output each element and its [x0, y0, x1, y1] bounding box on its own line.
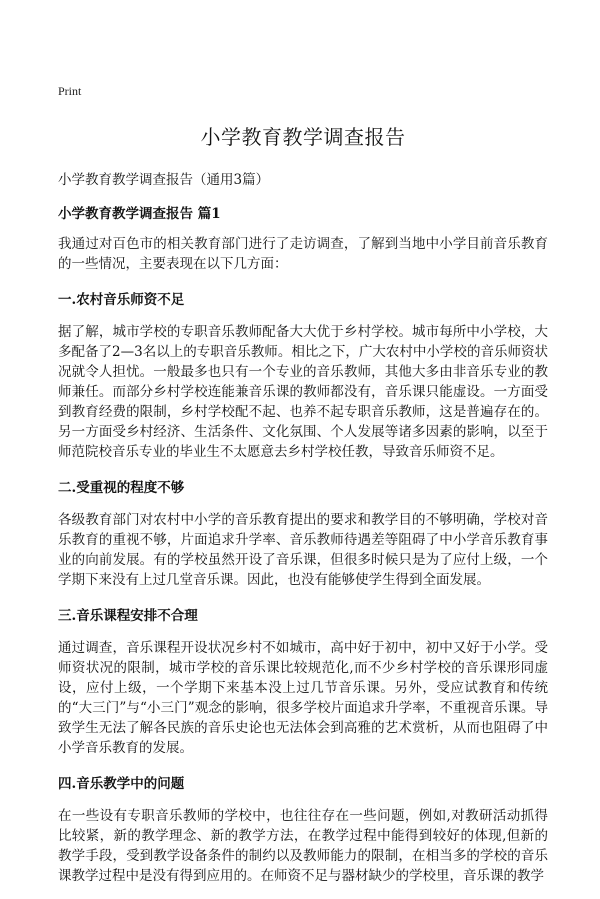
section-3	[58, 604, 548, 758]
section-heading: 三.音乐课程安排不合理	[58, 608, 198, 624]
document-title: 小学教育教学调查报告	[200, 125, 406, 149]
section-1	[58, 288, 548, 462]
section-paragraph: 在一些设有专职音乐教师的学校中，也往往存在一些问题，例如,对教研活动抓得比较紧，新的教学理念、新的教学方法，在教学过程中能得到较好的体现,但新的教学手段，受到教学设备条件的制约以及教师能力的限制，在相当多的学校的音乐课教学过程中是没有得到应用的。在师资不足与器材缺少的学校里，音乐课的教学	[58, 808, 548, 884]
section-paragraph: 通过调查，音乐课程开设状况乡村不如城市，高中好于初中，初中又好于小学。受师资状况的限制，城市学校的音乐课比较规范化,而不少乡村学校的音乐课形同虚设，应付上级，一个学期下来基本没上过几节音乐课。另外，受应试教育和传统的“大三门”与“小三门”观念的影响，很多学校片面追求升学率，不重视音乐课。导致学生无法了解各民族的音乐史论也无法体会到高雅的艺术赏析，从而也阻碍了中小学音乐教育的发展。	[58, 640, 548, 756]
section-heading: 四.音乐教学中的问题	[58, 776, 185, 792]
intro-paragraph: 我通过对百色市的相关教育部门进行了走访调查，了解到当地中小学目前音乐教育的一些情况，主要表现在以下几方面：	[58, 236, 548, 272]
section-title: 小学教育教学调查报告 篇1	[58, 206, 221, 222]
section-paragraph: 各级教育部门对农村中小学的音乐教育提出的要求和教学目的不够明确，学校对音乐教育的重视不够，片面追求升学率、音乐教师待遇差等阻碍了中小学音乐教育事业的向前发展。有的学校虽然开设了音乐课，但很多时候只是为了应付上级，一个学期下来没有上过几堂音乐课。因此，也没有能够使学生得到全面发展。	[58, 512, 548, 588]
section-4	[58, 772, 548, 886]
document-subtitle: 小学教育教学调查报告（通用3篇）	[58, 172, 270, 188]
print-label: Print	[58, 84, 82, 98]
section-heading: 二.受重视的程度不够	[58, 480, 185, 496]
section-2	[58, 476, 548, 590]
section-heading: 一.农村音乐师资不足	[58, 292, 185, 308]
section-paragraph: 据了解，城市学校的专职音乐教师配备大大优于乡村学校。城市每所中小学校，大多配备了2—3名以上的专职音乐教师。相比之下，广大农村中小学校的音乐师资状况就令人担忧。一般最多也只有一个专业的音乐教师，其他大多由非音乐专业的教师兼任。而部分乡村学校连能兼音乐课的教师都没有，音乐课只能虚设。一方面受到教育经费的限制，乡村学校配不起、也养不起专职音乐教师，这是普遍存在的。另一方面受乡村经济、生活条件、文化氛围、个人发展等诸多因素的影响，以至于师范院校音乐专业的毕业生不太愿意去乡村学校任教，导致音乐师资不足。	[58, 324, 548, 460]
